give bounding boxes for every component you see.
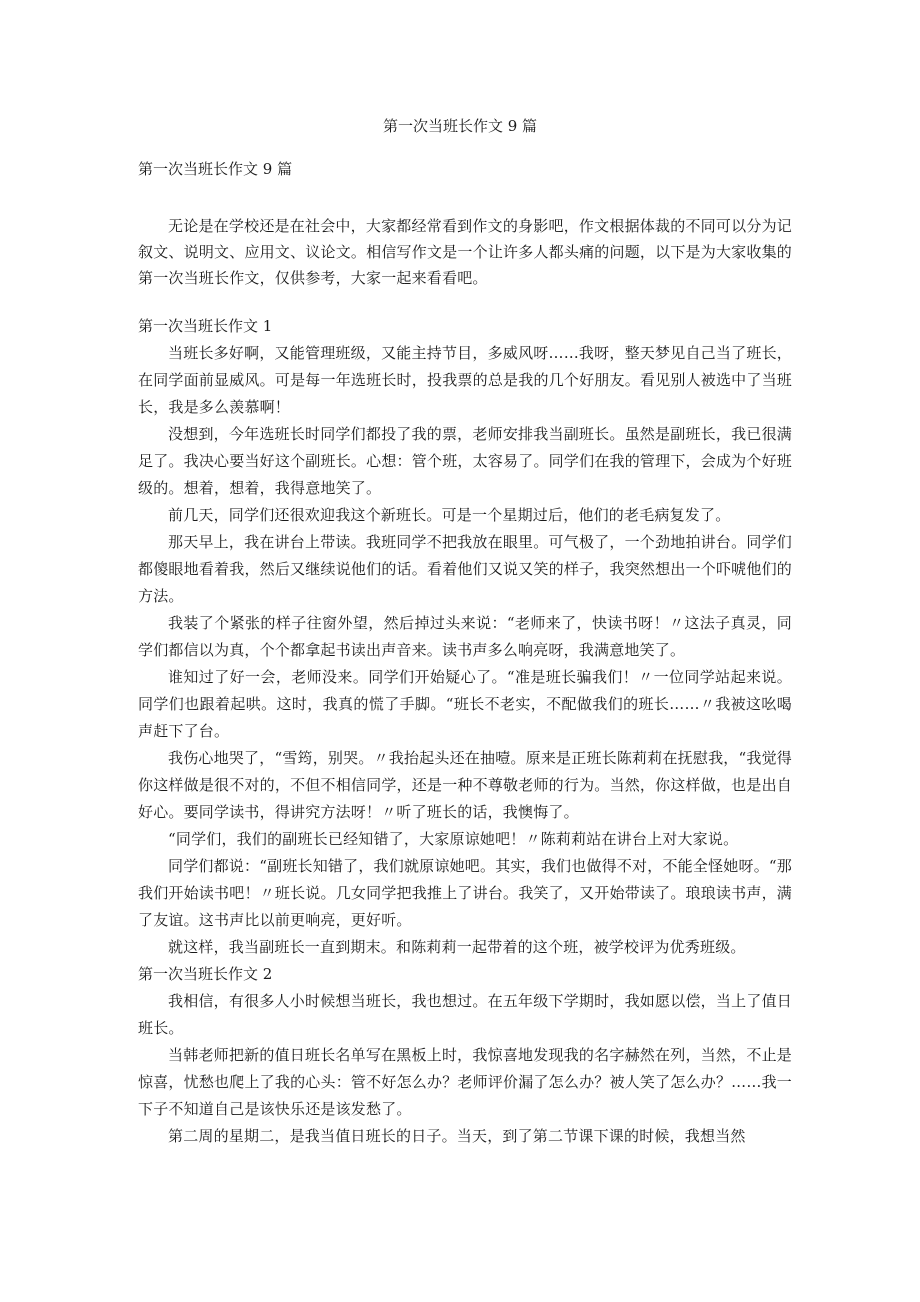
document-subtitle: 第一次当班长作文 9 篇 [138, 160, 293, 178]
page-title: 第一次当班长作文 9 篇 [382, 117, 538, 135]
paragraph: 谁知过了好一会，老师没来。同学们开始疑心了。“准是班长骗我们！〃一位同学站起来说。同学们也跟着起哄。这时，我真的慌了手脚。“班长不老实，不配做我们的班长……〃我被这吆喝声赶下了台。 [138, 668, 792, 740]
paragraph: “同学们，我们的副班长已经知错了，大家原谅她吧！〃陈莉莉站在讲台上对大家说。 [168, 830, 739, 848]
essay-2 [138, 961, 792, 1150]
intro-section [138, 213, 792, 291]
paragraph: 前几天，同学们还很欢迎我这个新班长。可是一个星期过后，他们的老毛病复发了。 [168, 506, 731, 524]
essay-heading: 第一次当班长作文 1 [138, 317, 273, 335]
essay-1 [138, 313, 792, 961]
paragraph: 当班长多好啊，又能管理班级，又能主持节目，多威风呀……我呀，整天梦见自己当了班长，在同学面前显威风。可是每一年选班长时，投我票的总是我的几个好朋友。看见别人被选中了当班长，我是多么羡慕啊！ [138, 344, 792, 416]
paragraph: 就这样，我当副班长一直到期末。和陈莉莉一起带着的这个班，被学校评为优秀班级。 [168, 938, 746, 956]
paragraph: 我相信，有很多人小时候想当班长，我也想过。在五年级下学期时，我如愿以偿，当上了值日班长。 [138, 992, 792, 1037]
essay-heading: 第一次当班长作文 2 [138, 965, 273, 983]
paragraph: 当韩老师把新的值日班长名单写在黑板上时，我惊喜地发现我的名字赫然在列，当然，不止是惊喜，忧愁也爬上了我的心头：管不好怎么办？老师评价漏了怎么办？被人笑了怎么办？……我一下子不知道自己是该快乐还是该发愁了。 [138, 1046, 792, 1118]
paragraph: 我伤心地哭了，“雪筠，别哭。〃我抬起头还在抽噎。原来是正班长陈莉莉在抚慰我，“我觉得你这样做是很不对的，不但不相信同学，还是一种不尊敬老师的行为。当然，你这样做，也是出自好心。要同学读书，得讲究方法呀！〃听了班长的话，我懊悔了。 [138, 749, 792, 821]
intro-paragraph: 无论是在学校还是在社会中，大家都经常看到作文的身影吧，作文根据体裁的不同可以分为记叙文、说明文、应用文、议论文。相信写作文是一个让许多人都头痛的问题，以下是为大家收集的第一次当班长作文，仅供参考，大家一起来看看吧。 [138, 217, 792, 287]
paragraph: 我装了个紧张的样子往窗外望，然后掉过头来说：“老师来了，快读书呀！〃这法子真灵，同学们都信以为真，个个都拿起书读出声音来。读书声多么响亮呀，我满意地笑了。 [138, 614, 792, 659]
paragraph: 第二周的星期二，是我当值日班长的日子。当天，到了第二节课下课的时候，我想当然 [168, 1127, 746, 1145]
paragraph: 那天早上，我在讲台上带读。我班同学不把我放在眼里。可气极了，一个劲地拍讲台。同学们都傻眼地看着我，然后又继续说他们的话。看着他们又说又笑的样子，我突然想出一个吓唬他们的方法。 [138, 533, 792, 605]
paragraph: 没想到，今年选班长时同学们都投了我的票，老师安排我当副班长。虽然是副班长，我已很满足了。我决心要当好这个副班长。心想：管个班，太容易了。同学们在我的管理下，会成为个好班级的。想着，想着，我得意地笑了。 [138, 425, 792, 497]
document-body [138, 213, 792, 1150]
paragraph: 同学们都说：“副班长知错了，我们就原谅她吧。其实，我们也做得不对，不能全怪她呀。“那我们开始读书吧！〃班长说。几女同学把我推上了讲台。我笑了，又开始带读了。琅琅读书声，满了友谊。这书声比以前更响亮，更好听。 [138, 857, 792, 929]
